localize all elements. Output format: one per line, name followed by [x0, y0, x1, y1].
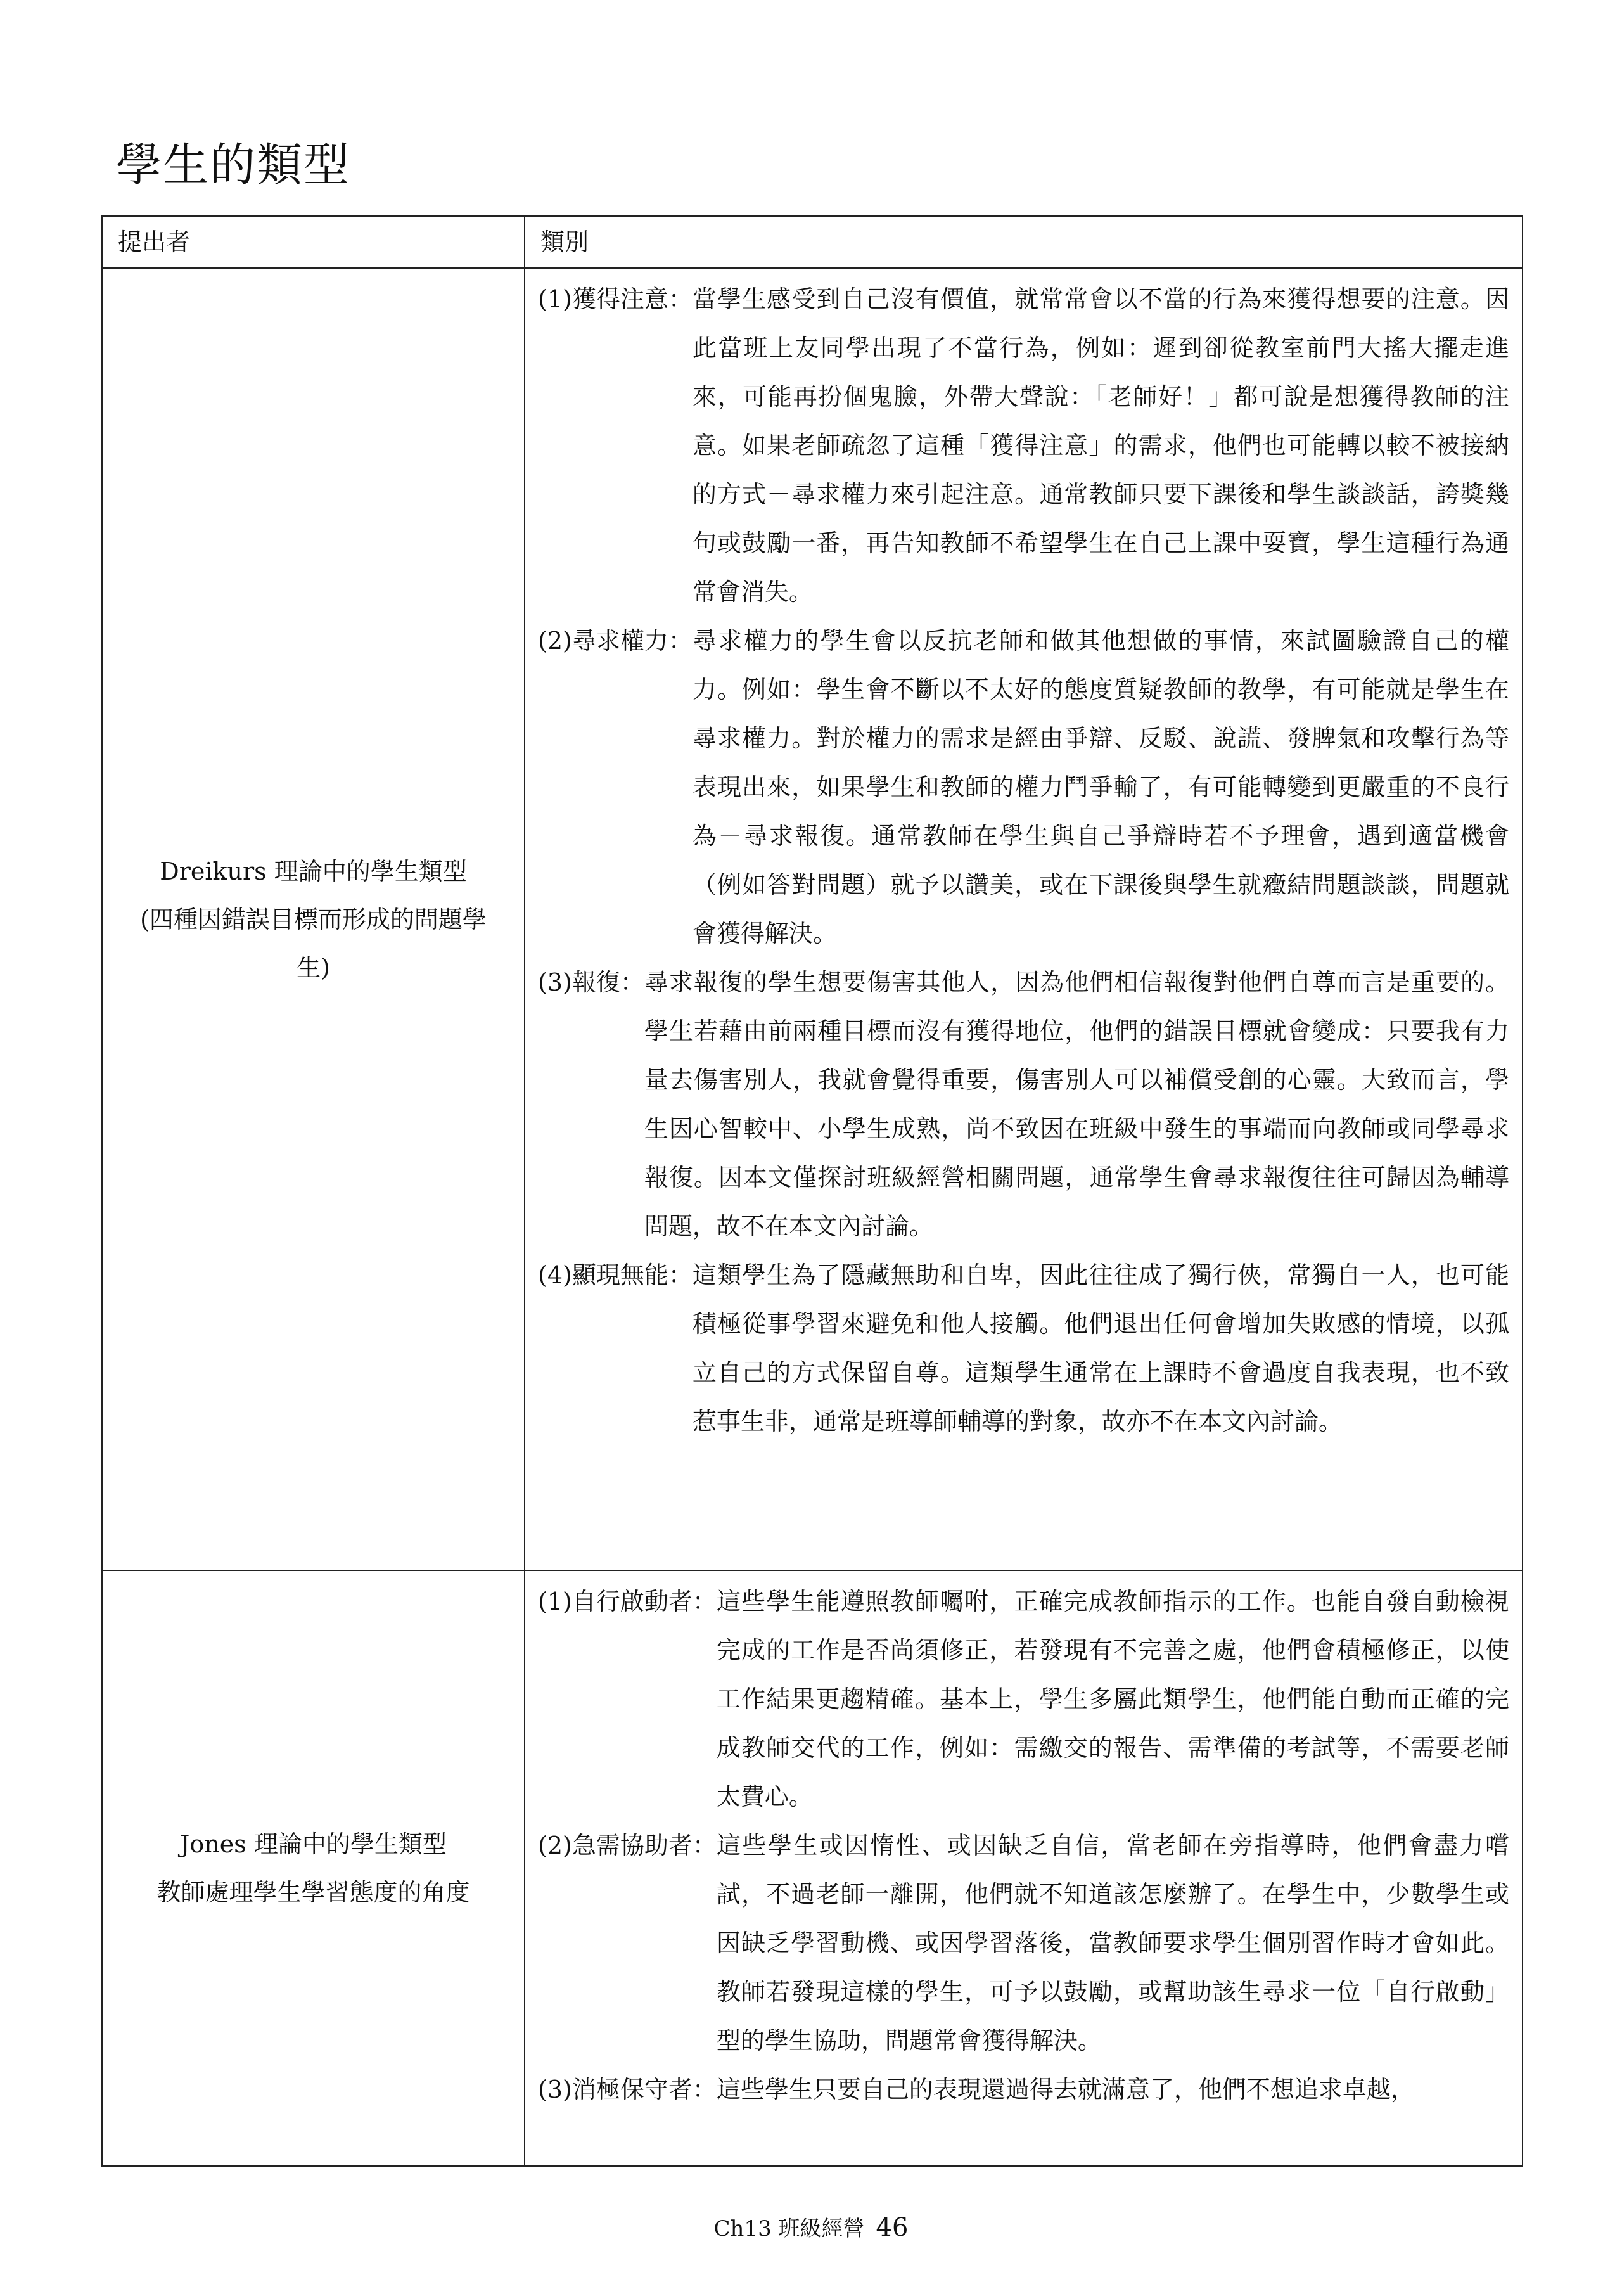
- proposer-line: Jones 理論中的學生類型: [180, 1830, 447, 1858]
- types-cell-dreikurs: [525, 268, 1523, 1570]
- proposer-line: 生): [297, 953, 330, 982]
- proposer-line: 教師處理學生學習態度的角度: [156, 1878, 470, 1906]
- type-description: 尋求權力的學生會以反抗老師和做其他想做的事情，來試圖驗證自己的權力。例如：學生會不斷以不太好的態度質疑教師的教學，有可能就是學生在尋求權力。對於權力的需求是經由爭辯、反駁、說謊、發脾氣和攻擊行為等表現出來，如果學生和教師的權力鬥爭輸了，有可能轉變到更嚴重的不良行為－尋求報復。通常教師在學生與自己爭辯時若不予理會，遇到適當機會（例如答對問題）就予以讚美，或在下課後與學生就癥結問題談談，問題就會獲得解決。: [692, 627, 1509, 947]
- type-item: [538, 958, 1522, 1251]
- type-item: [538, 617, 1522, 958]
- type-label: (3)消極保守者：: [538, 2075, 717, 2103]
- type-item: [538, 1251, 1522, 1446]
- header-cell-proposer: 提出者: [102, 216, 525, 268]
- table-row-dreikurs: [102, 268, 1523, 1570]
- table-header-row: [102, 216, 1523, 268]
- type-description: 這些學生或因惰性、或因缺乏自信，當老師在旁指導時，他們會盡力嚐試，不過老師一離開，他們就不知道該怎麼辦了。在學生中，少數學生或因缺乏學習動機、或因學習落後，當教師要求學生個別習作時才會如此。教師若發現這樣的學生，可予以鼓勵，或幫助該生尋求一位「自行啟動」型的學生協助，問題常會獲得解決。: [716, 1831, 1509, 2055]
- student-types-table: [101, 215, 1523, 2167]
- type-item: [538, 1577, 1522, 1821]
- type-description: 這些學生能遵照教師囑咐，正確完成教師指示的工作。也能自發自動檢視完成的工作是否尚須修正，若發現有不完善之處，他們會積極修正，以使工作結果更趨精確。基本上，學生多屬此類學生，他們能自動而正確的完成教師交代的工作，例如：需繳交的報告、需準備的考試等，不需要老師太費心。: [716, 1587, 1509, 1811]
- proposer-line: Dreikurs 理論中的學生類型: [160, 857, 467, 885]
- type-item: [538, 2065, 1522, 2114]
- type-description: 這類學生為了隱藏無助和自卑，因此往往成了獨行俠，常獨自一人，也可能積極從事學習來避免和他人接觸。他們退出任何會增加失敗感的情境，以孤立自己的方式保留自尊。這類學生通常在上課時不會過度自我表現，也不致惹事生非，通常是班導師輔導的對象，故亦不在本文內討論。: [692, 1261, 1509, 1435]
- type-label: (4)顯現無能：: [538, 1261, 693, 1289]
- page-footer: [0, 2212, 1622, 2245]
- type-description: 這些學生只要自己的表現還過得去就滿意了，他們不想追求卓越，: [716, 2075, 1415, 2103]
- proposer-cell-dreikurs: [102, 268, 525, 1570]
- type-description: 當學生感受到自己沒有價值，就常常會以不當的行為來獲得想要的注意。因此當班上友同學出現了不當行為，例如：遲到卻從教室前門大搖大擺走進來，可能再扮個鬼臉，外帶大聲說：「老師好！」都可說是想獲得教師的注意。如果老師疏忽了這種「獲得注意」的需求，他們也可能轉以較不被接納的方式－尋求權力來引起注意。通常教師只要下課後和學生談談話，誇獎幾句或鼓勵一番，再告知教師不希望學生在自己上課中耍寶，學生這種行為通常會消失。: [692, 285, 1509, 606]
- page-number: 46: [876, 2213, 909, 2242]
- header-cell-category: 類別: [525, 216, 1523, 268]
- type-item: [538, 1821, 1522, 2065]
- type-description: 尋求報復的學生想要傷害其他人，因為他們相信報復對他們自尊而言是重要的。學生若藉由前兩種目標而沒有獲得地位，他們的錯誤目標就會變成：只要我有力量去傷害別人，我就會覺得重要，傷害別人可以補償受創的心靈。大致而言，學生因心智較中、小學生成熟，尚不致因在班級中發生的事端而向教師或同學尋求報復。因本文僅探討班級經營相關問題，通常學生會尋求報復往往可歸因為輔導問題，故不在本文內討論。: [644, 968, 1509, 1240]
- type-label: (3)報復：: [538, 968, 644, 996]
- chapter-label: Ch13 班級經營: [713, 2216, 865, 2241]
- type-label: (1)獲得注意：: [538, 285, 693, 313]
- table-row-jones: [102, 1570, 1523, 2166]
- type-label: (2)急需協助者：: [538, 1831, 717, 1859]
- types-cell-jones: [525, 1570, 1523, 2166]
- type-label: (2)尋求權力：: [538, 627, 693, 655]
- type-label: (1)自行啟動者：: [538, 1587, 717, 1615]
- proposer-cell-jones: [102, 1570, 525, 2166]
- type-item: [538, 275, 1522, 617]
- proposer-line: (四種因錯誤目標而形成的問題學: [140, 905, 487, 933]
- page-title: 學生的類型: [116, 138, 351, 191]
